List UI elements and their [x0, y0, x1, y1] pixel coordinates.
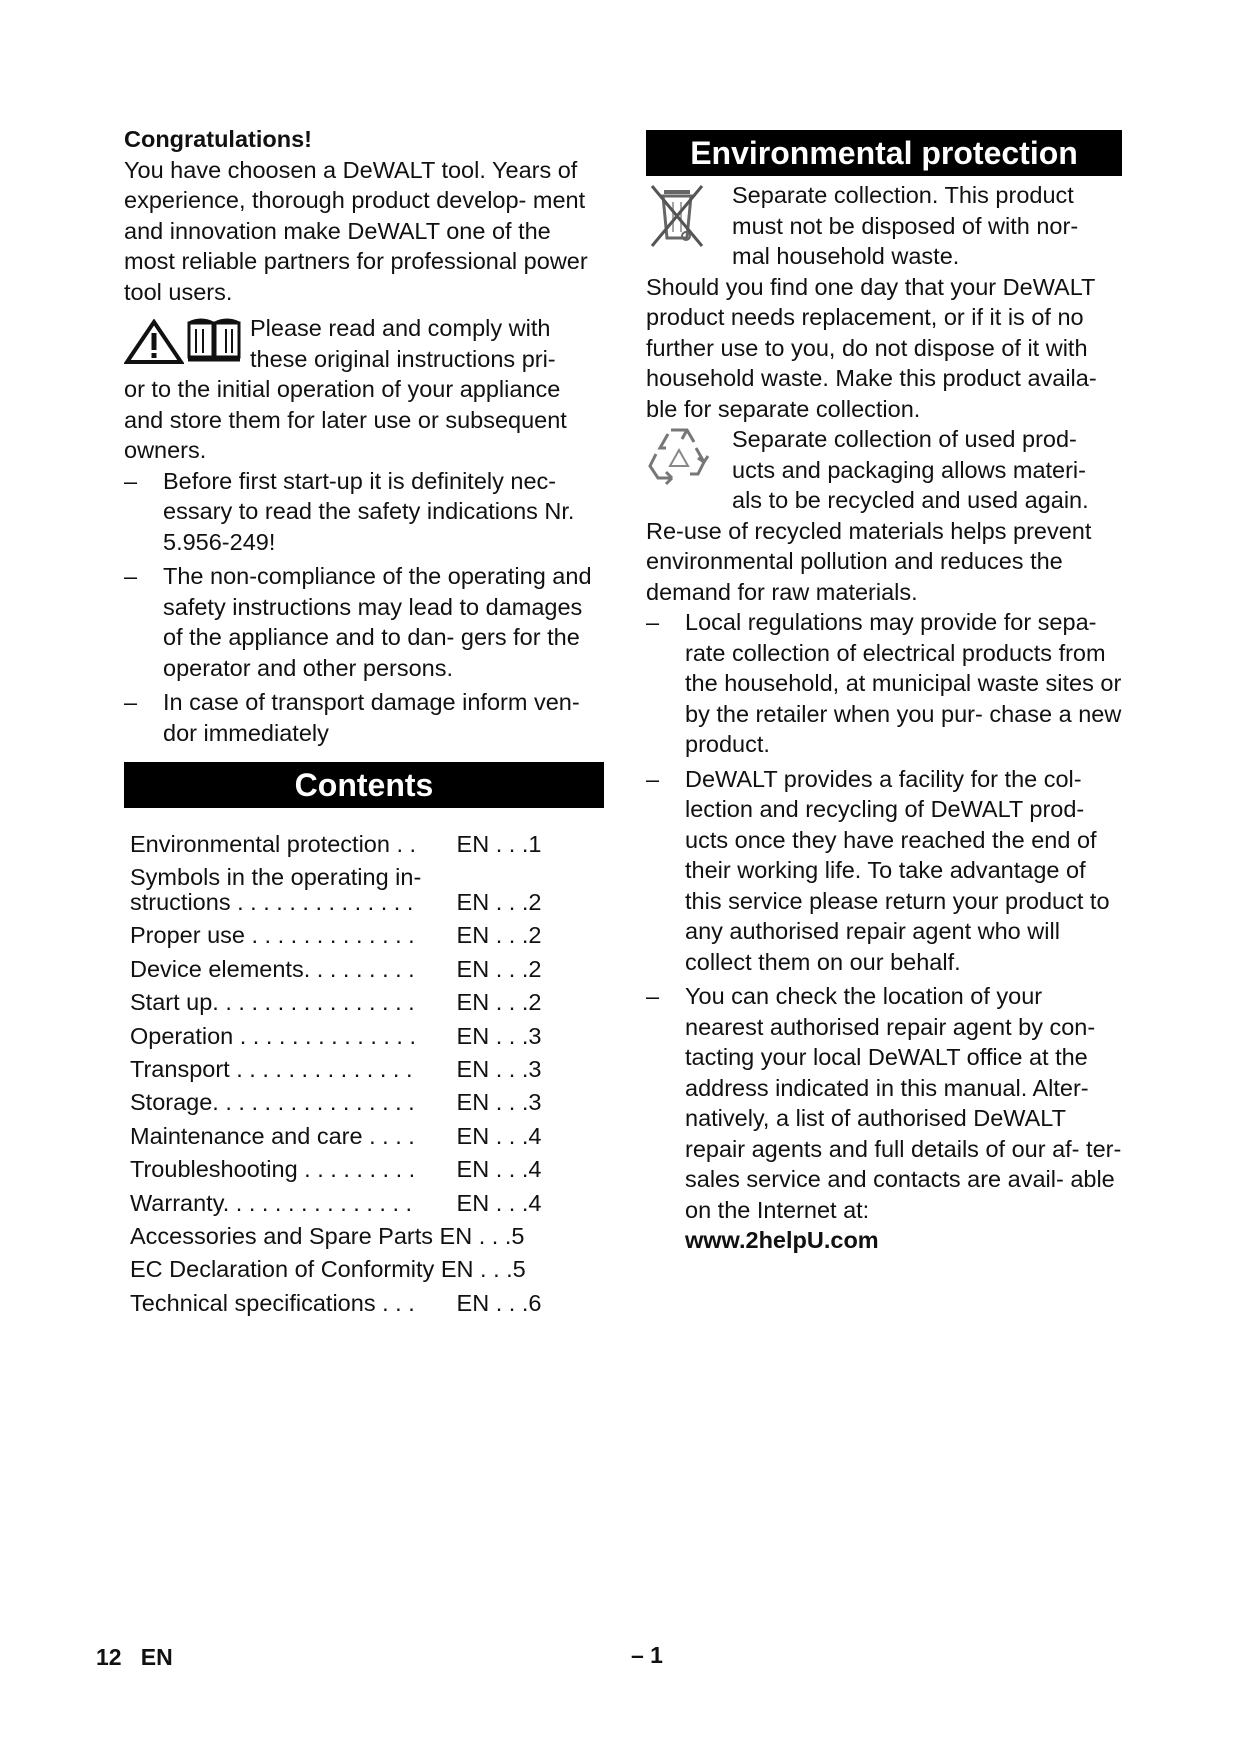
table-of-contents — [124, 828, 604, 1320]
toc-row[interactable]: EC Declaration of Conformity EN . . .5 — [130, 1256, 526, 1283]
toc-row[interactable]: Warranty. . . . . . . . . . . . . . . EN . . .4 — [130, 1189, 542, 1216]
contents-heading: Contents — [124, 762, 604, 808]
separate-collection-block — [646, 180, 1122, 272]
toc-row[interactable]: Maintenance and care . . . . EN . . .4 — [130, 1122, 542, 1149]
toc-row[interactable]: Proper use . . . . . . . . . . . . . EN . . .2 — [130, 922, 542, 949]
recycle-block — [646, 424, 1122, 516]
separate-collection-text: Separate collection. This product must not be disposed of with nor- mal household waste. — [732, 182, 1079, 269]
left-column — [124, 124, 604, 1320]
left-bullet: – Before first start-up it is definitely nec- essary to read the safety indications Nr. 5.956-249! — [124, 467, 575, 555]
toc-row[interactable]: Environmental protection . . EN . . .1 — [130, 831, 542, 857]
warning-triangle-icon — [124, 319, 184, 373]
toc-row[interactable]: Accessories and Spare Parts EN . . .5 — [130, 1223, 525, 1250]
right-bullet: – You can check the location of your nearest authorised repair agent by con- tacting your local DeWALT office at the address indicated in this manual. Alter- natively, a list of authorised DeWALT repair agents and full details of our af- ter-sales service and contacts are avail- able on the Internet at: — [646, 983, 1122, 1223]
toc-row[interactable]: Technical specifications . . . EN . . .6 — [130, 1289, 542, 1316]
warning-text-b: or to the initial operation of your appliance and store them for later use or subsequent owners. — [124, 376, 567, 463]
intro-text: You have choosen a DeWALT tool. Years of experience, thorough product develop- ment and innovation make DeWALT one of the most reliable partners for professional power tool users. — [124, 156, 588, 305]
reuse-text: Re-use of recycled materials helps prevent environmental pollution and reduces the demand for raw materials. — [646, 517, 1092, 605]
recycling-icon — [646, 424, 732, 494]
toc-row[interactable]: Transport . . . . . . . . . . . . . . EN . . .3 — [130, 1056, 542, 1083]
right-bullet: – DeWALT provides a facility for the col- lection and recycling of DeWALT prod- ucts once they have reached the end of their working life. To take advantage of this service please return your product to any authorised repair agent who will collect them on our behalf. — [646, 765, 1110, 975]
support-url-link[interactable]: www.2helpU.com — [685, 1227, 879, 1253]
recycle-text: Separate collection of used prod- ucts and packaging allows materi- als to be recycled and used again. — [732, 426, 1089, 513]
page-marker: – 1 — [631, 1642, 663, 1668]
left-bullet: – The non-compliance of the operating and safety instructions may lead to damages of the appliance and to dan- gers for the operator and other persons. — [124, 563, 592, 681]
right-bullet: – Local regulations may provide for sepa- rate collection of electrical products from the household, at municipal waste sites or by the retailer when you pur- chase a new product. — [646, 609, 1122, 757]
page-number: 12 EN — [96, 1644, 173, 1670]
replacement-text: Should you find one day that your DeWALT product needs replacement, or if it is of no further use to you, do not dispose of it with household waste. Make this product availa- ble for separate collection. — [646, 273, 1097, 422]
toc-row[interactable]: Storage. . . . . . . . . . . . . . . . EN . . .3 — [130, 1089, 542, 1116]
warning-block — [124, 313, 604, 374]
warning-text-a: Please read and comply with these original instructions pri- — [250, 315, 556, 372]
toc-row[interactable]: Troubleshooting . . . . . . . . . EN . . .4 — [130, 1156, 542, 1183]
open-book-icon — [186, 317, 242, 371]
toc-row[interactable]: Operation . . . . . . . . . . . . . . EN . . .3 — [130, 1022, 542, 1049]
toc-row[interactable]: Start up. . . . . . . . . . . . . . . . EN . . .2 — [130, 989, 542, 1016]
toc-row[interactable]: Symbols in the operating in- structions . . . . . . . . . . . . . . EN . . .2 — [130, 864, 542, 916]
environmental-protection-heading: Environmental protection — [646, 130, 1122, 176]
right-column — [646, 130, 1122, 1256]
intro-title: Congratulations! — [124, 126, 312, 152]
toc-row[interactable]: Device elements. . . . . . . . . EN . . .2 — [130, 955, 542, 982]
left-bullet: – In case of transport damage inform ven- dor immediately — [124, 689, 580, 746]
crossed-out-bin-icon — [646, 180, 732, 264]
